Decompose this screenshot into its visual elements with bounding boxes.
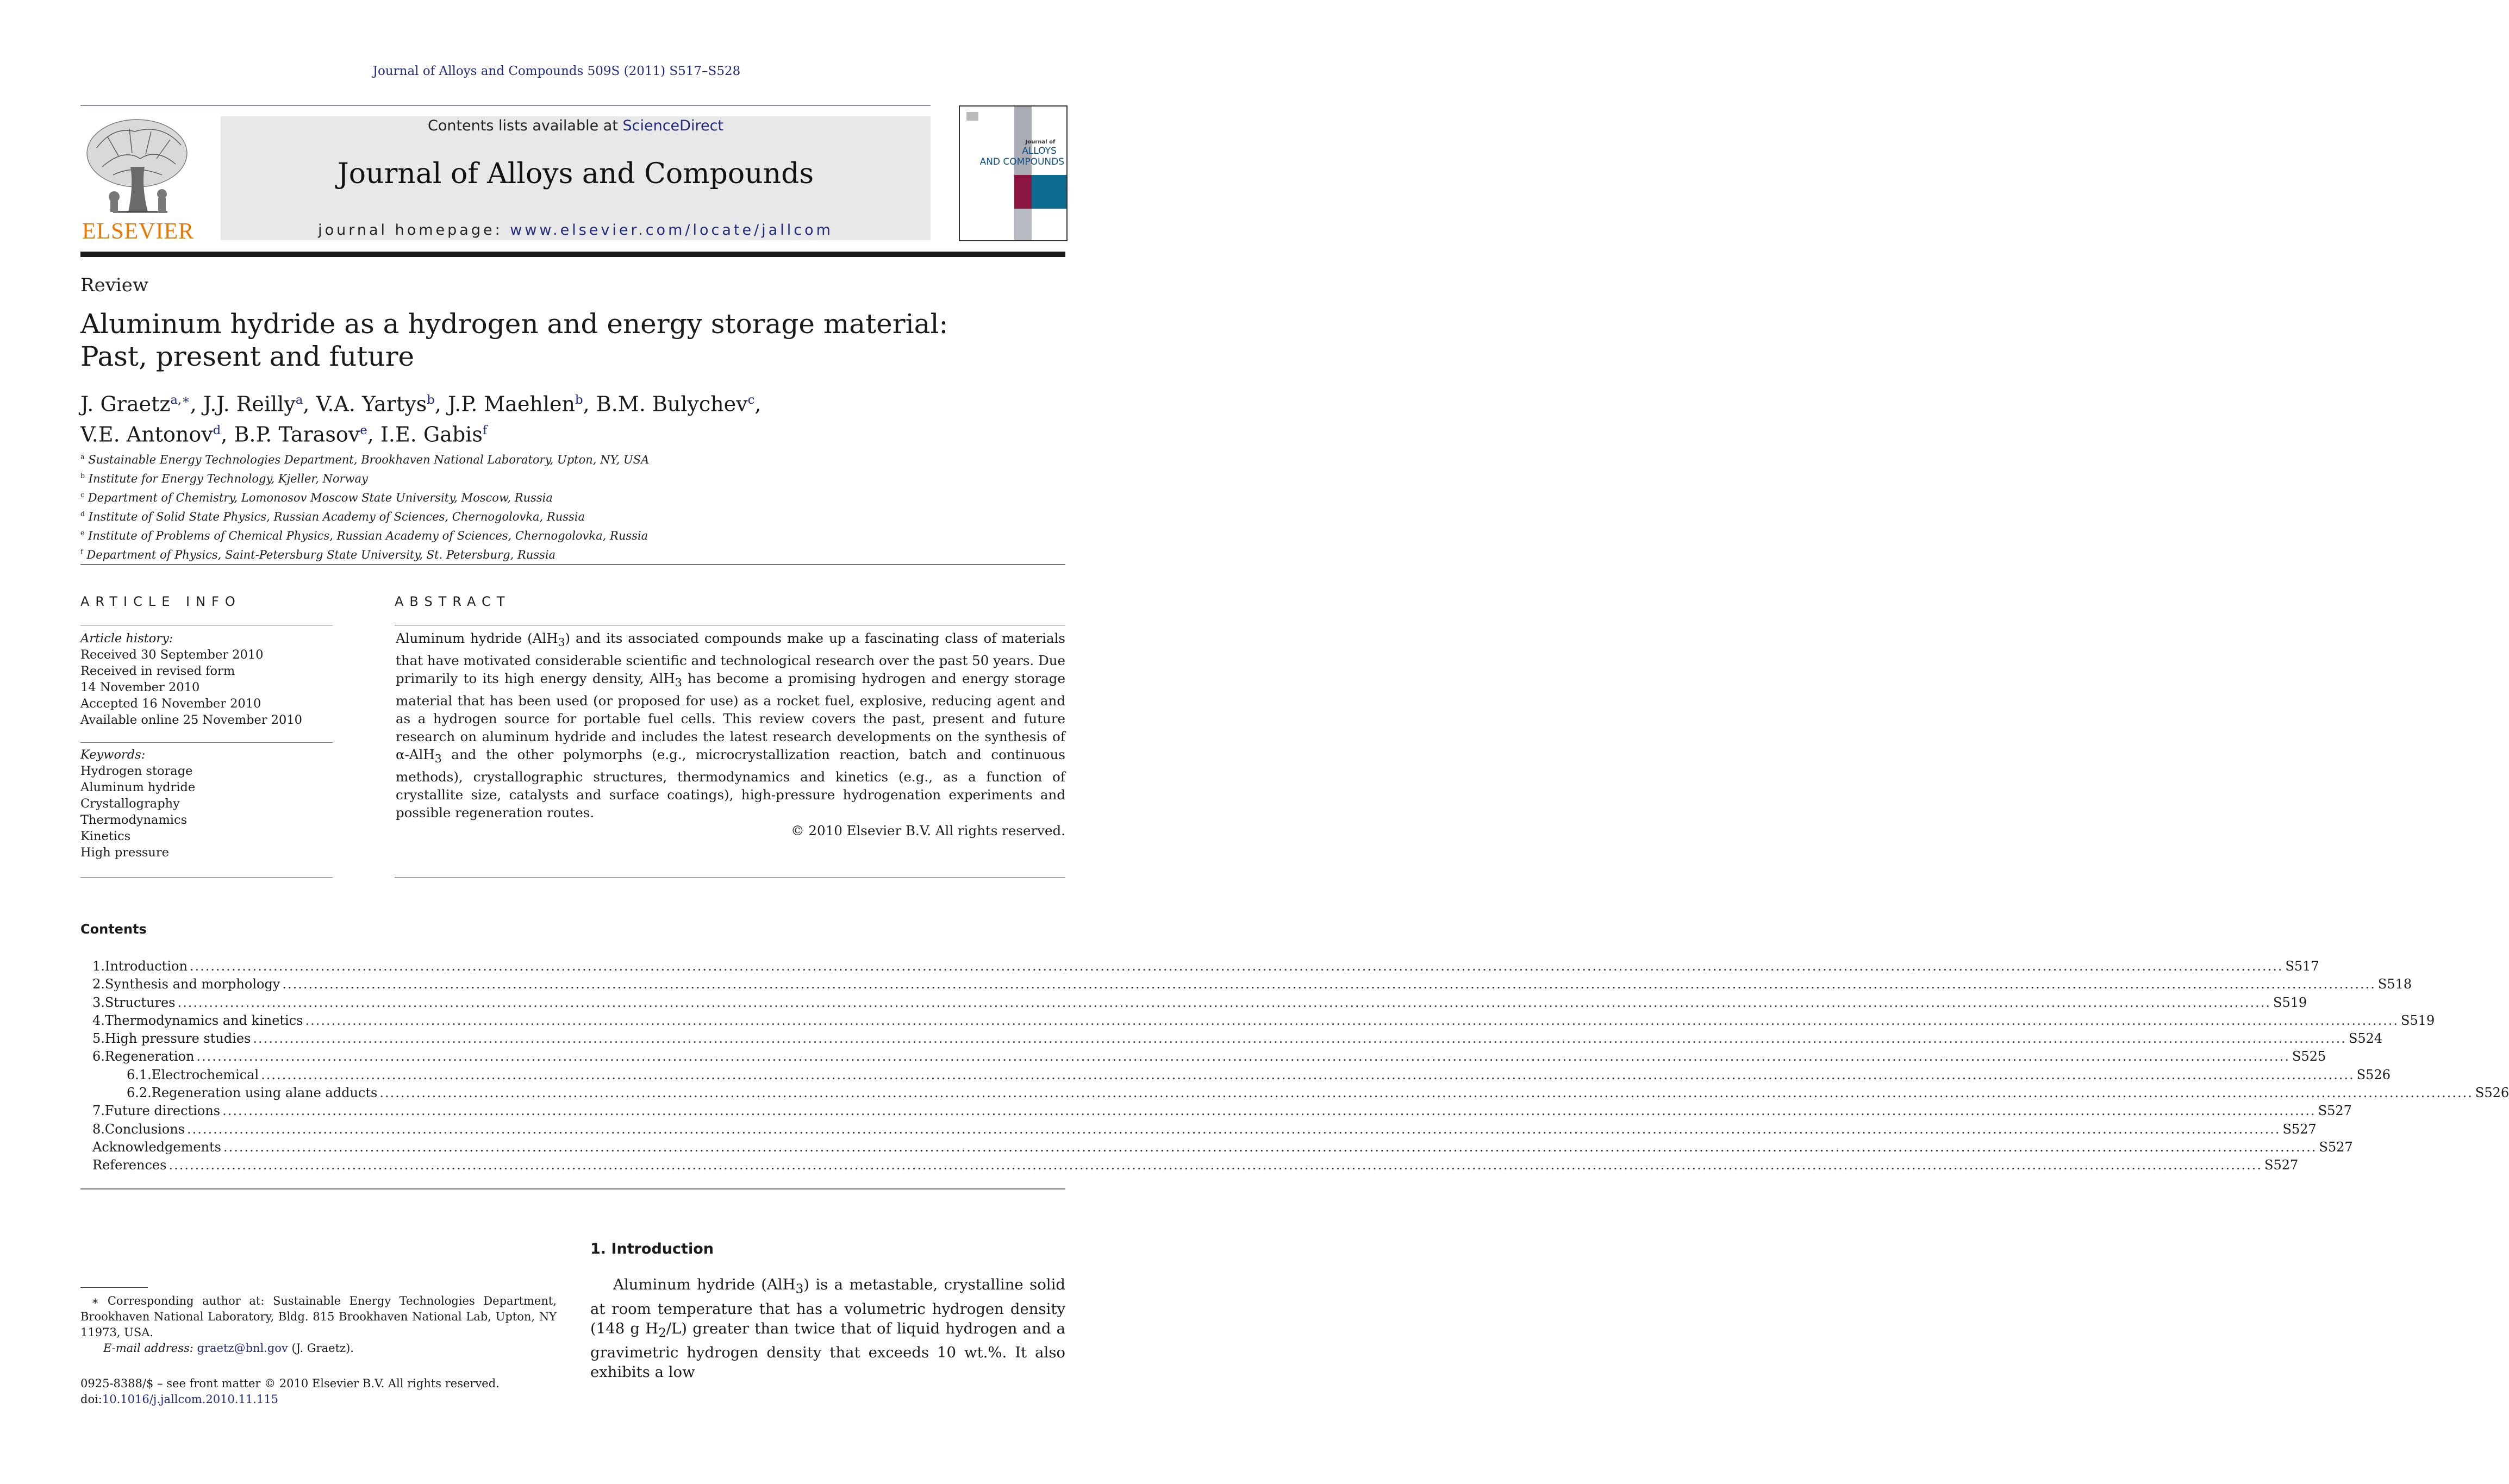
toc-page-number: S524 [2348, 1031, 2383, 1047]
doi-link[interactable]: 10.1016/j.jallcom.2010.11.115 [102, 1393, 279, 1406]
running-header[interactable]: Journal of Alloys and Compounds 509S (2011) S517–S528 [372, 64, 741, 78]
toc-leader-dots: ................................................................................................................................................................................................................................................................................................................................................................................................................ [177, 994, 2271, 1010]
toc-leader-dots: ................................................................................................................................................................................................................................................................................................................................................................................................................ [305, 1012, 2399, 1028]
title-line-1: Aluminum hydride as a hydrogen and energy storage material: [80, 308, 948, 340]
subscript: 3 [795, 1282, 804, 1297]
homepage-prefix: journal homepage: [318, 222, 510, 239]
toc-entry[interactable] [80, 1030, 2383, 1048]
affiliation-item [80, 544, 841, 563]
toc-page-number: S525 [2292, 1049, 2326, 1065]
keywords [80, 747, 330, 861]
affiliation-item [80, 525, 841, 544]
toc-label[interactable]: High pressure studies [104, 1031, 251, 1047]
elsevier-wordmark: ELSEVIER [82, 219, 195, 244]
author-separator: , [754, 392, 762, 416]
cover-title-line1: Journal of [1025, 139, 1056, 145]
affiliation-key: a [80, 453, 85, 461]
author-name: J.P. Maehlen [447, 392, 576, 416]
divider [395, 877, 1065, 878]
cover-title-line3: AND COMPOUNDS [979, 156, 1064, 167]
toc-label[interactable]: Structures [104, 994, 176, 1010]
divider [80, 877, 333, 878]
author-name: I.E. Gabis [380, 422, 483, 447]
affiliation-text: Institute of Solid State Physics, Russian Academy of Sciences, Chernogolovka, Russia [88, 510, 585, 523]
elsevier-tree-icon [80, 115, 196, 216]
title-line-2: Past, present and future [80, 341, 415, 372]
toc-entry[interactable] [80, 1102, 2352, 1120]
banner-thick-rule [80, 252, 1065, 257]
toc-entry[interactable] [80, 1156, 2299, 1174]
abstract-text: Aluminum hydride (AlH [396, 630, 558, 646]
history-line: Available online 25 November 2010 [80, 713, 302, 727]
article-type: Review [80, 274, 149, 296]
author-separator: , [221, 422, 234, 447]
introduction-paragraph [590, 1275, 1065, 1382]
toc-number: 7. [92, 1103, 105, 1119]
subscript: 2 [658, 1326, 666, 1340]
abstract-body [396, 629, 1065, 840]
email-suffix: (J. Graetz). [288, 1342, 354, 1355]
toc-label[interactable]: Acknowledgements [92, 1139, 221, 1155]
affiliation-text: Institute for Energy Technology, Kjeller, Norway [88, 472, 368, 485]
toc-entry[interactable] [80, 957, 2319, 975]
intro-text: Aluminum hydride (AlH [613, 1276, 796, 1293]
affiliations [80, 449, 841, 563]
subscript: 3 [434, 752, 442, 765]
journal-title: Journal of Alloys and Compounds [337, 158, 814, 190]
history-label: Article history: [80, 631, 173, 646]
affiliation-key: c [80, 491, 85, 499]
toc-number: 8. [92, 1121, 105, 1137]
copyright-line: © 2010 Elsevier B.V. All rights reserved. [791, 822, 1065, 838]
toc-number: 6.2. [127, 1085, 152, 1101]
author-name: V.A. Yartys [316, 392, 427, 416]
toc-page-number: S526 [2475, 1085, 2509, 1101]
doi-line [80, 1392, 570, 1407]
contents-prefix: Contents lists available at [427, 117, 623, 134]
toc-leader-dots: ................................................................................................................................................................................................................................................................................................................................................................................................................ [379, 1085, 2473, 1101]
toc-leader-dots: ................................................................................................................................................................................................................................................................................................................................................................................................................ [282, 976, 2376, 992]
affiliation-key: d [80, 510, 85, 518]
toc-label[interactable]: Thermodynamics and kinetics [104, 1012, 303, 1028]
toc-label[interactable]: Future directions [104, 1103, 221, 1119]
journal-cover-thumbnail[interactable] [959, 105, 1068, 241]
divider [80, 1188, 1065, 1189]
intro-text: ) is a metastable, crystalline solid at room temperature that has a volumetric hydrogen density (148 g H [590, 1276, 1065, 1337]
toc-entry[interactable] [80, 1138, 2353, 1156]
author-affiliation-mark[interactable]: c [747, 393, 755, 407]
email-link[interactable]: graetz@bnl.gov [197, 1342, 288, 1355]
article-info-heading: ARTICLE INFO [80, 594, 241, 609]
toc-label[interactable]: Regeneration using alane adducts [151, 1085, 378, 1101]
contents-heading: Contents [80, 922, 147, 937]
divider [80, 564, 1065, 565]
affiliation-item [80, 506, 841, 525]
abstract-text: and the other polymorphs (e.g., microcrystallization reaction, batch and continuous methods), crystallographic structures, thermodynamics and kinetics (e.g., as a function of crystallite size, catalysts and surface coatings), high-pressure hydrogenation experiments and possible regeneration routes. [396, 746, 1065, 821]
toc-label[interactable]: References [92, 1157, 167, 1173]
author-name: B.M. Bulychev [596, 392, 748, 416]
toc-entry[interactable] [80, 1120, 2317, 1138]
corresponding-author-footnote [80, 1293, 557, 1356]
author-line-1 [80, 387, 896, 417]
toc-number: 5. [92, 1031, 105, 1047]
toc-page-number: S527 [2264, 1157, 2299, 1173]
toc-page-number: S518 [2377, 976, 2412, 992]
cover-title-line2: ALLOYS [1022, 146, 1057, 156]
email-label: E-mail address: [103, 1342, 197, 1355]
author-affiliation-mark[interactable]: a [295, 393, 303, 407]
toc-number: 1. [92, 959, 105, 974]
history-line: Received 30 September 2010 [80, 648, 264, 662]
toc-leader-dots: ................................................................................................................................................................................................................................................................................................................................................................................................................ [168, 1157, 2263, 1173]
keyword: Hydrogen storage [80, 764, 193, 778]
toc-leader-dots: ................................................................................................................................................................................................................................................................................................................................................................................................................ [196, 1049, 2290, 1065]
toc-label[interactable]: Introduction [104, 959, 188, 974]
article-history [80, 630, 330, 728]
table-of-contents [80, 957, 2509, 1175]
toc-leader-dots: ................................................................................................................................................................................................................................................................................................................................................................................................................ [222, 1103, 2316, 1119]
toc-label[interactable]: Conclusions [104, 1121, 185, 1137]
toc-page-number: S519 [2401, 1012, 2435, 1028]
affiliation-key: e [80, 529, 85, 537]
keyword: Kinetics [80, 829, 131, 843]
toc-label[interactable]: Synthesis and morphology [104, 976, 280, 992]
footnote-text: ∗ Corresponding author at: Sustainable Energy Technologies Department, Brookhaven National Laboratory, Bldg. 815 Brookhaven National Lab, Upton, NY 11973, USA. [80, 1294, 557, 1339]
keyword: Aluminum hydride [80, 780, 196, 794]
affiliation-text: Department of Physics, Saint-Petersburg State University, St. Petersburg, Russia [86, 548, 556, 561]
author-separator: , [190, 392, 203, 416]
subscript: 3 [675, 675, 682, 689]
toc-entry[interactable] [80, 1012, 2435, 1030]
keyword: High pressure [80, 846, 169, 860]
affiliation-item [80, 449, 841, 468]
author-affiliation-mark[interactable]: e [360, 423, 367, 437]
keyword: Crystallography [80, 797, 180, 811]
journal-banner [221, 116, 931, 240]
toc-page-number: S527 [2319, 1139, 2353, 1155]
elsevier-logo[interactable] [80, 115, 196, 245]
toc-leader-dots: ................................................................................................................................................................................................................................................................................................................................................................................................................ [186, 1121, 2281, 1137]
journal-homepage-line [221, 222, 931, 239]
toc-number: 3. [92, 994, 105, 1010]
author-affiliation-mark[interactable]: b [427, 393, 435, 407]
author-separator: , [367, 422, 380, 447]
author-name: J. Graetz [80, 392, 171, 416]
doi-label: doi: [80, 1393, 102, 1406]
abstract-heading: ABSTRACT [395, 594, 511, 609]
toc-number: 4. [92, 1012, 105, 1028]
toc-page-number: S526 [2356, 1067, 2391, 1082]
keywords-label: Keywords: [80, 748, 146, 762]
author-affiliation-mark[interactable]: d [213, 423, 221, 437]
author-affiliation-mark[interactable]: b [575, 393, 583, 407]
affiliation-text: Institute of Problems of Chemical Physics, Russian Academy of Sciences, Chernogolovka, Russia [88, 529, 648, 542]
header-rule [80, 105, 931, 106]
front-matter-text: 0925-8388/$ – see front matter © 2010 Elsevier B.V. All rights reserved. [80, 1377, 500, 1390]
author-separator: , [303, 392, 316, 416]
affiliation-text: Department of Chemistry, Lomonosov Moscow State University, Moscow, Russia [88, 491, 553, 504]
toc-page-number: S527 [2318, 1103, 2352, 1119]
toc-leader-dots: ................................................................................................................................................................................................................................................................................................................................................................................................................ [253, 1031, 2346, 1047]
toc-number: 2. [92, 976, 105, 992]
toc-label[interactable]: Regeneration [104, 1049, 195, 1065]
author-affiliation-mark[interactable]: a,∗ [170, 393, 190, 407]
toc-page-number: S519 [2273, 994, 2307, 1010]
history-line: Accepted 16 November 2010 [80, 697, 261, 711]
author-name: V.E. Antonov [80, 422, 213, 447]
cover-art-icon [960, 107, 1066, 240]
toc-entry[interactable] [80, 1048, 2326, 1066]
toc-page-number: S517 [2285, 959, 2319, 974]
subscript: 3 [558, 635, 565, 649]
author-separator: , [434, 392, 448, 416]
abstract-text: has become a promising hydrogen and energy storage material that has been used (or proposed for use) as a rocket fuel, explosive, reducing agent and as a hydrogen source for portable fuel cells. This review covers the past, present and future research on aluminum hydride and includes the latest research developments on the synthesis of α-AlH [396, 670, 1065, 762]
intro-text: /L) greater than twice that of liquid hydrogen and a gravimetric hydrogen density that exceeds 10 wt.%. It also exhibits a low [590, 1319, 1065, 1381]
author-separator: , [583, 392, 596, 416]
toc-leader-dots: ................................................................................................................................................................................................................................................................................................................................................................................................................ [189, 959, 2283, 974]
divider [80, 742, 333, 743]
affiliation-text: Sustainable Energy Technologies Department, Brookhaven National Laboratory, Upton, NY, USA [88, 453, 650, 466]
toc-entry[interactable] [80, 1084, 2509, 1102]
author-list [80, 387, 896, 447]
affiliation-key: f [80, 548, 83, 556]
contents-available-line [221, 117, 931, 134]
author-name: B.P. Tarasov [234, 422, 360, 447]
toc-number: 6. [92, 1049, 105, 1065]
abstract-text: ) and its associated compounds make up a fascinating class of materials that have motivated considerable scientific and technological research over the past 50 years. Due primarily to its high energy density, AlH [396, 630, 1065, 686]
sciencedirect-link[interactable]: ScienceDirect [622, 117, 724, 134]
history-line: 14 November 2010 [80, 680, 200, 694]
article-title [80, 308, 950, 373]
footnote-rule [80, 1287, 148, 1288]
author-line-2 [80, 417, 896, 448]
keyword: Thermodynamics [80, 813, 188, 827]
affiliation-item [80, 468, 841, 487]
toc-label[interactable]: Electrochemical [151, 1067, 259, 1082]
toc-leader-dots: ................................................................................................................................................................................................................................................................................................................................................................................................................ [261, 1067, 2355, 1082]
toc-entry[interactable] [80, 1066, 2391, 1084]
affiliation-key: b [80, 472, 85, 480]
affiliation-item [80, 487, 841, 506]
author-affiliation-mark[interactable]: f [482, 423, 488, 437]
toc-page-number: S527 [2282, 1121, 2317, 1137]
front-matter-notice [80, 1376, 570, 1407]
toc-entry[interactable] [80, 975, 2412, 993]
history-line: Received in revised form [80, 664, 235, 678]
section-heading-introduction: 1. Introduction [590, 1241, 714, 1257]
toc-number: 6.1. [127, 1067, 152, 1082]
author-name: J.J. Reilly [203, 392, 296, 416]
toc-leader-dots: ................................................................................................................................................................................................................................................................................................................................................................................................................ [223, 1139, 2317, 1155]
email-line [80, 1341, 557, 1356]
homepage-link[interactable]: www.elsevier.com/locate/jallcom [510, 222, 833, 239]
toc-entry[interactable] [80, 994, 2307, 1012]
